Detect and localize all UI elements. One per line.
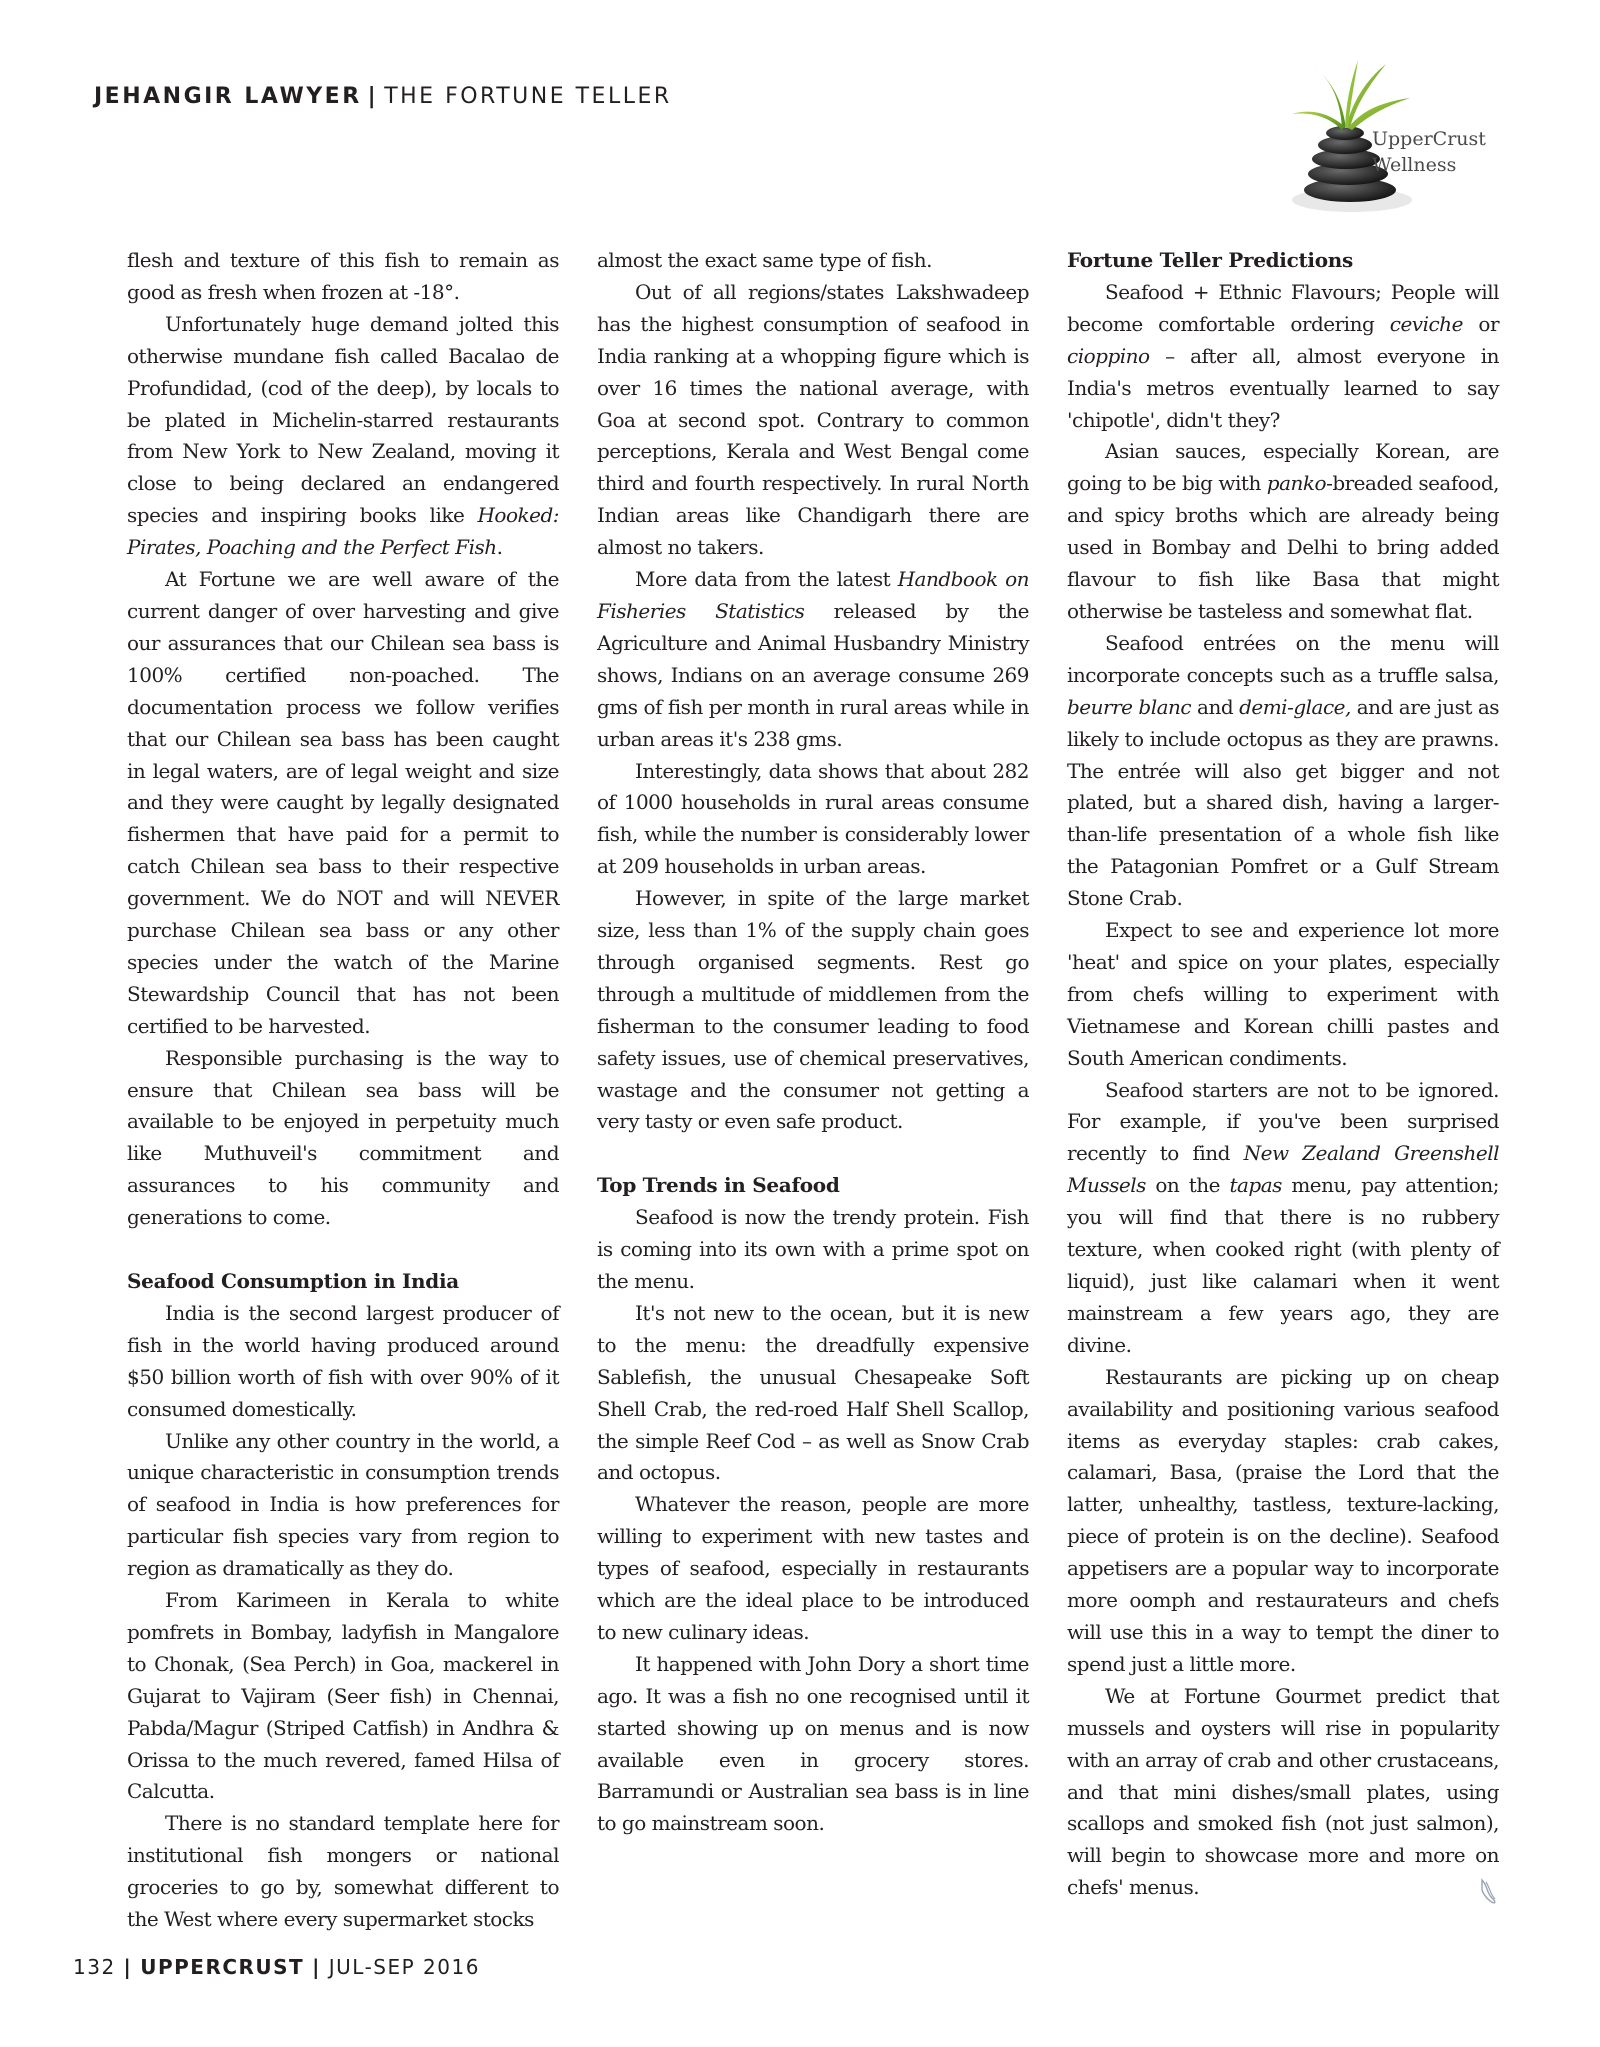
col2-paragraph-1: almost the exact same type of fish. <box>597 248 933 272</box>
col1-paragraph-2: Unfortunately huge demand jolted this otherwise mundane fish called Bacalao de Profundidad, (cod of the deep), by locals to be plated in Michelin-starred restaurants from New York to New Zealand, moving it close to being declared an endangered species and inspiring books like Hooked: Pirates, Poaching and the Perfect Fish. <box>127 311 559 560</box>
page-number: 132 <box>73 1955 116 1979</box>
col1-paragraph-8: There is no standard template here for institutional fish mongers or national groceries to go by, somewhat different to the West where every supermarket stocks <box>127 1811 559 1932</box>
running-header <box>94 84 672 109</box>
footer-separator-2: | <box>312 1955 321 1979</box>
logo-line-1: UpperCrust <box>1372 128 1486 150</box>
col3-paragraph-3: Seafood entrées on the menu will incorporate concepts such as a truffle salsa, beurre blanc and demi-glace, and are just as likely to include octopus as they are prawns. The entrée will also get bigger and not plated, but a shared dish, having a larger-than-life presentation of a whole fish like the Patagonian Pomfret or a Gulf Stream Stone Crab. <box>1067 630 1500 911</box>
col2-paragraph-2: Out of all regions/states Lakshwadeep has the highest consumption of seafood in India ranking at a whopping figure which is over 16 times the national average, with Goa at second spot. Contrary to common perceptions, Kerala and West Bengal come third and fourth respectively. In rural North Indian areas like Chandigarh there are almost no takers. <box>597 279 1029 560</box>
logo-line-2: Wellness <box>1372 154 1457 176</box>
author-name: JEHANGIR LAWYER <box>94 84 362 109</box>
col2-paragraph-9: It happened with John Dory a short time ago. It was a fish no one recognised until it started showing up on menus and is now available even in grocery stores. Barramundi or Australian sea bass is in line to go mainstream soon. <box>597 1651 1029 1836</box>
col3-paragraph-5: Seafood starters are not to be ignored. For example, if you've been surprised recently to find New Zealand Greenshell Mussels on the tapas menu, pay attention; you will find that there is no rubbery texture, when cooked right (with plenty of liquid), just like calamari when it went mainstream a few years ago, they are divine. <box>1067 1077 1500 1357</box>
col3-paragraph-4: Expect to see and experience lot more 'heat' and spice on your plates, especially from chefs willing to experiment with Vietnamese and Korean chilli pastes and South American condiments. <box>1067 918 1499 1070</box>
handbook-title: Handbook on Fisheries Statistics <box>597 567 1030 623</box>
section-title: THE FORTUNE TELLER <box>384 84 672 109</box>
col3-paragraph-1: Seafood + Ethnic Flavours; People will become comfortable ordering ceviche or cioppino – after all, almost everyone in India's metros eventually learned to say 'chipotle', didn't they? <box>1067 279 1499 432</box>
section-heading-consumption: Seafood Consumption in India <box>127 1268 459 1293</box>
col3-paragraph-6: Restaurants are picking up on cheap availability and positioning various seafood items as everyday staples: crab cakes, calamari, Basa, (praise the Lord that the latter, unhealthy, tastless, texture-lacking, piece of protein is on the decline). Seafood appetisers are a popular way to incorporate more oomph and restaurateurs and chefs will use this in a way to tempt the diner to spend just a little more. <box>1067 1364 1499 1676</box>
col2-paragraph-5: However, in spite of the large market size, less than 1% of the supply chain goes through organised segments. Rest go through a multitude of middlemen from the fisherman to the consumer leading to food safety issues, use of chemical preservatives, wastage and the consumer not getting a very tasty or even safe product. <box>597 886 1029 1134</box>
col2-paragraph-3: More data from the latest Handbook on Fisheries Statistics released by the Agriculture and Animal Husbandry Ministry shows, Indians on an average consume 269 gms of fish per month in rural areas while in urban areas it's 238 gms. <box>597 567 1030 751</box>
uppercrust-wellness-logo <box>1290 58 1490 218</box>
end-of-article-icon <box>1478 1878 1498 1904</box>
col1-paragraph-3: At Fortune we are well aware of the current danger of over harvesting and give our assurances that our Chilean sea bass is 100% certified non-poached. The documentation process we follow verifies that our Chilean sea bass has been caught in legal waters, are of legal weight and size and they were caught by legally designated fishermen that have paid for a permit to catch Chilean sea bass to their respective government. We do NOT and will NEVER purchase Chilean sea bass or any other species under the watch of the Marine Stewardship Council that has not been certified to be harvested. <box>127 567 559 1038</box>
col3-paragraph-2: Asian sauces, especially Korean, are going to be big with panko-breaded seafood, and spicy broths which are already being used in Bombay and Delhi to bring added flavour to fish like Basa that might otherwise be tasteless and somewhat flat. <box>1067 439 1499 623</box>
col2-paragraph-6: Seafood is now the trendy protein. Fish is coming into its own with a prime spot on the menu. <box>597 1205 1029 1293</box>
header-separator: | <box>367 84 379 109</box>
section-heading-predictions: Fortune Teller Predictions <box>1067 248 1353 272</box>
footer-separator-1: | <box>123 1955 133 1979</box>
col1-paragraph-6: Unlike any other country in the world, a unique characteristic in consumption trends of seafood in India is how preferences for particular fish species vary from region to region as dramatically as they do. <box>127 1428 559 1581</box>
col1-paragraph-5: India is the second largest producer of fish in the world having produced around $50 billion worth of fish with over 90% of it consumed domestically. <box>127 1300 559 1421</box>
issue-date: JUL-SEP 2016 <box>328 1955 480 1979</box>
col2-paragraph-8: Whatever the reason, people are more willing to experiment with new tastes and types of seafood, especially in restaurants which are the ideal place to be introduced to new culinary ideas. <box>597 1492 1029 1644</box>
page-footer <box>73 1955 480 1979</box>
column-3 <box>1067 245 1499 1904</box>
column-1 <box>127 245 559 1936</box>
col1-paragraph-4: Responsible purchasing is the way to ensure that Chilean sea bass will be available to be enjoyed in perpetuity much like Muthuveil's commitment and assurances to his community and generations to come. <box>127 1045 559 1230</box>
column-2 <box>597 245 1029 1840</box>
col2-paragraph-4: Interestingly, data shows that about 282 of 1000 households in rural areas consume fish, while the number is considerably lower at 209 households in urban areas. <box>597 758 1029 879</box>
col3-paragraph-7: We at Fortune Gourmet predict that mussels and oysters will rise in popularity with an array of crab and other crustaceans, and that mini dishes/small plates, using scallops and smoked fish (not just salmon), will begin to showcase more and more on chefs' menus. <box>1067 1683 1499 1900</box>
magazine-name: UPPERCRUST <box>140 1955 305 1979</box>
col2-paragraph-7: It's not new to the ocean, but it is new to the menu: the dreadfully expensive Sablefish, the unusual Chesapeake Soft Shell Crab, the red-roed Half Shell Scallop, the simple Reef Cod – as well as Snow Crab and octopus. <box>597 1300 1029 1485</box>
logo-text <box>1372 126 1486 178</box>
book-title: Hooked: Pirates, Poaching and the Perfect Fish <box>127 503 559 560</box>
col1-paragraph-7: From Karimeen in Kerala to white pomfrets in Bombay, ladyfish in Mangalore to Chonak, (Sea Perch) in Goa, mackerel in Gujarat to Vajiram (Seer fish) in Chennai, Pabda/Magur (Striped Catfish) in Andhra & Orissa to the much revered, famed Hilsa of Calcutta. <box>127 1588 559 1804</box>
section-heading-trends: Top Trends in Seafood <box>597 1173 840 1198</box>
col1-paragraph-1: flesh and texture of this fish to remain as good as fresh when frozen at -18°. <box>127 248 559 304</box>
